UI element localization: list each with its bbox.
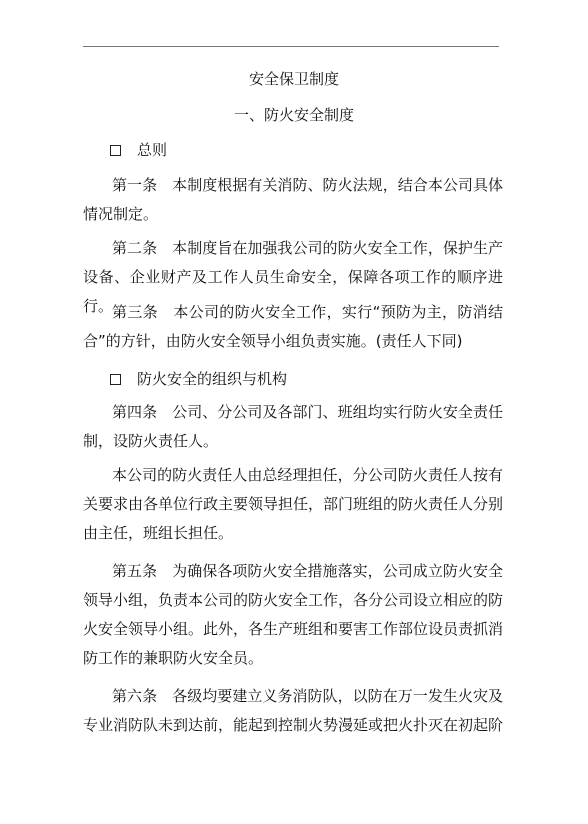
- paragraph-article-6: 第六条 各级均要建立义务消防队，以防在万一发生火灾及专业消防队未到达前，能起到控制火势漫延或把火扑灭在初起阶: [83, 687, 504, 734]
- section-heading-general: [110, 139, 167, 161]
- checkbox-icon: [110, 374, 121, 385]
- document-subtitle: 一、防火安全制度: [233, 106, 354, 124]
- paragraph-article-4: 第四条 公司、分公司及各部门、班组均实行防火安全责任制，设防火责任人。: [83, 403, 503, 450]
- paragraph-article-5: 第五条 为确保各项防火安全措施落实，公司成立防火安全领导小组，负责本公司的防火安全工作，各分公司设立相应的防火安全领导小组。此外，各生产班组和要害工作部位设员责抓消防工作的兼职防火安全员。: [83, 562, 504, 667]
- paragraph-responsible-persons: 本公司的防火责任人由总经理担任，分公司防火责任人按有关要求由各单位行政主要领导担任，部门班组的防火责任人分别由主任，班组长担任。: [83, 466, 504, 542]
- section-heading-organization: [110, 368, 287, 390]
- document-title: 安全保卫制度: [248, 70, 339, 88]
- section-heading-label: 防火安全的组织与机构: [137, 370, 288, 388]
- paragraph-article-3: 第三条 本公司的防火安全工作，实行“预防为主，防消结合”的方针，由防火安全领导小组负责实施。(责任人下同): [83, 303, 503, 350]
- paragraph-article-2: 第二条 本制度旨在加强我公司的防火安全工作，保护生产设备、企业财产及工作人员生命安全，保障各项工作的顺序进行。: [83, 239, 503, 315]
- paragraph-article-1: 第一条 本制度根据有关消防、防火法规，结合本公司具体情况制定。: [83, 176, 503, 223]
- checkbox-icon: [110, 145, 121, 156]
- header-rule: [83, 46, 499, 47]
- section-heading-label: 总则: [137, 141, 168, 159]
